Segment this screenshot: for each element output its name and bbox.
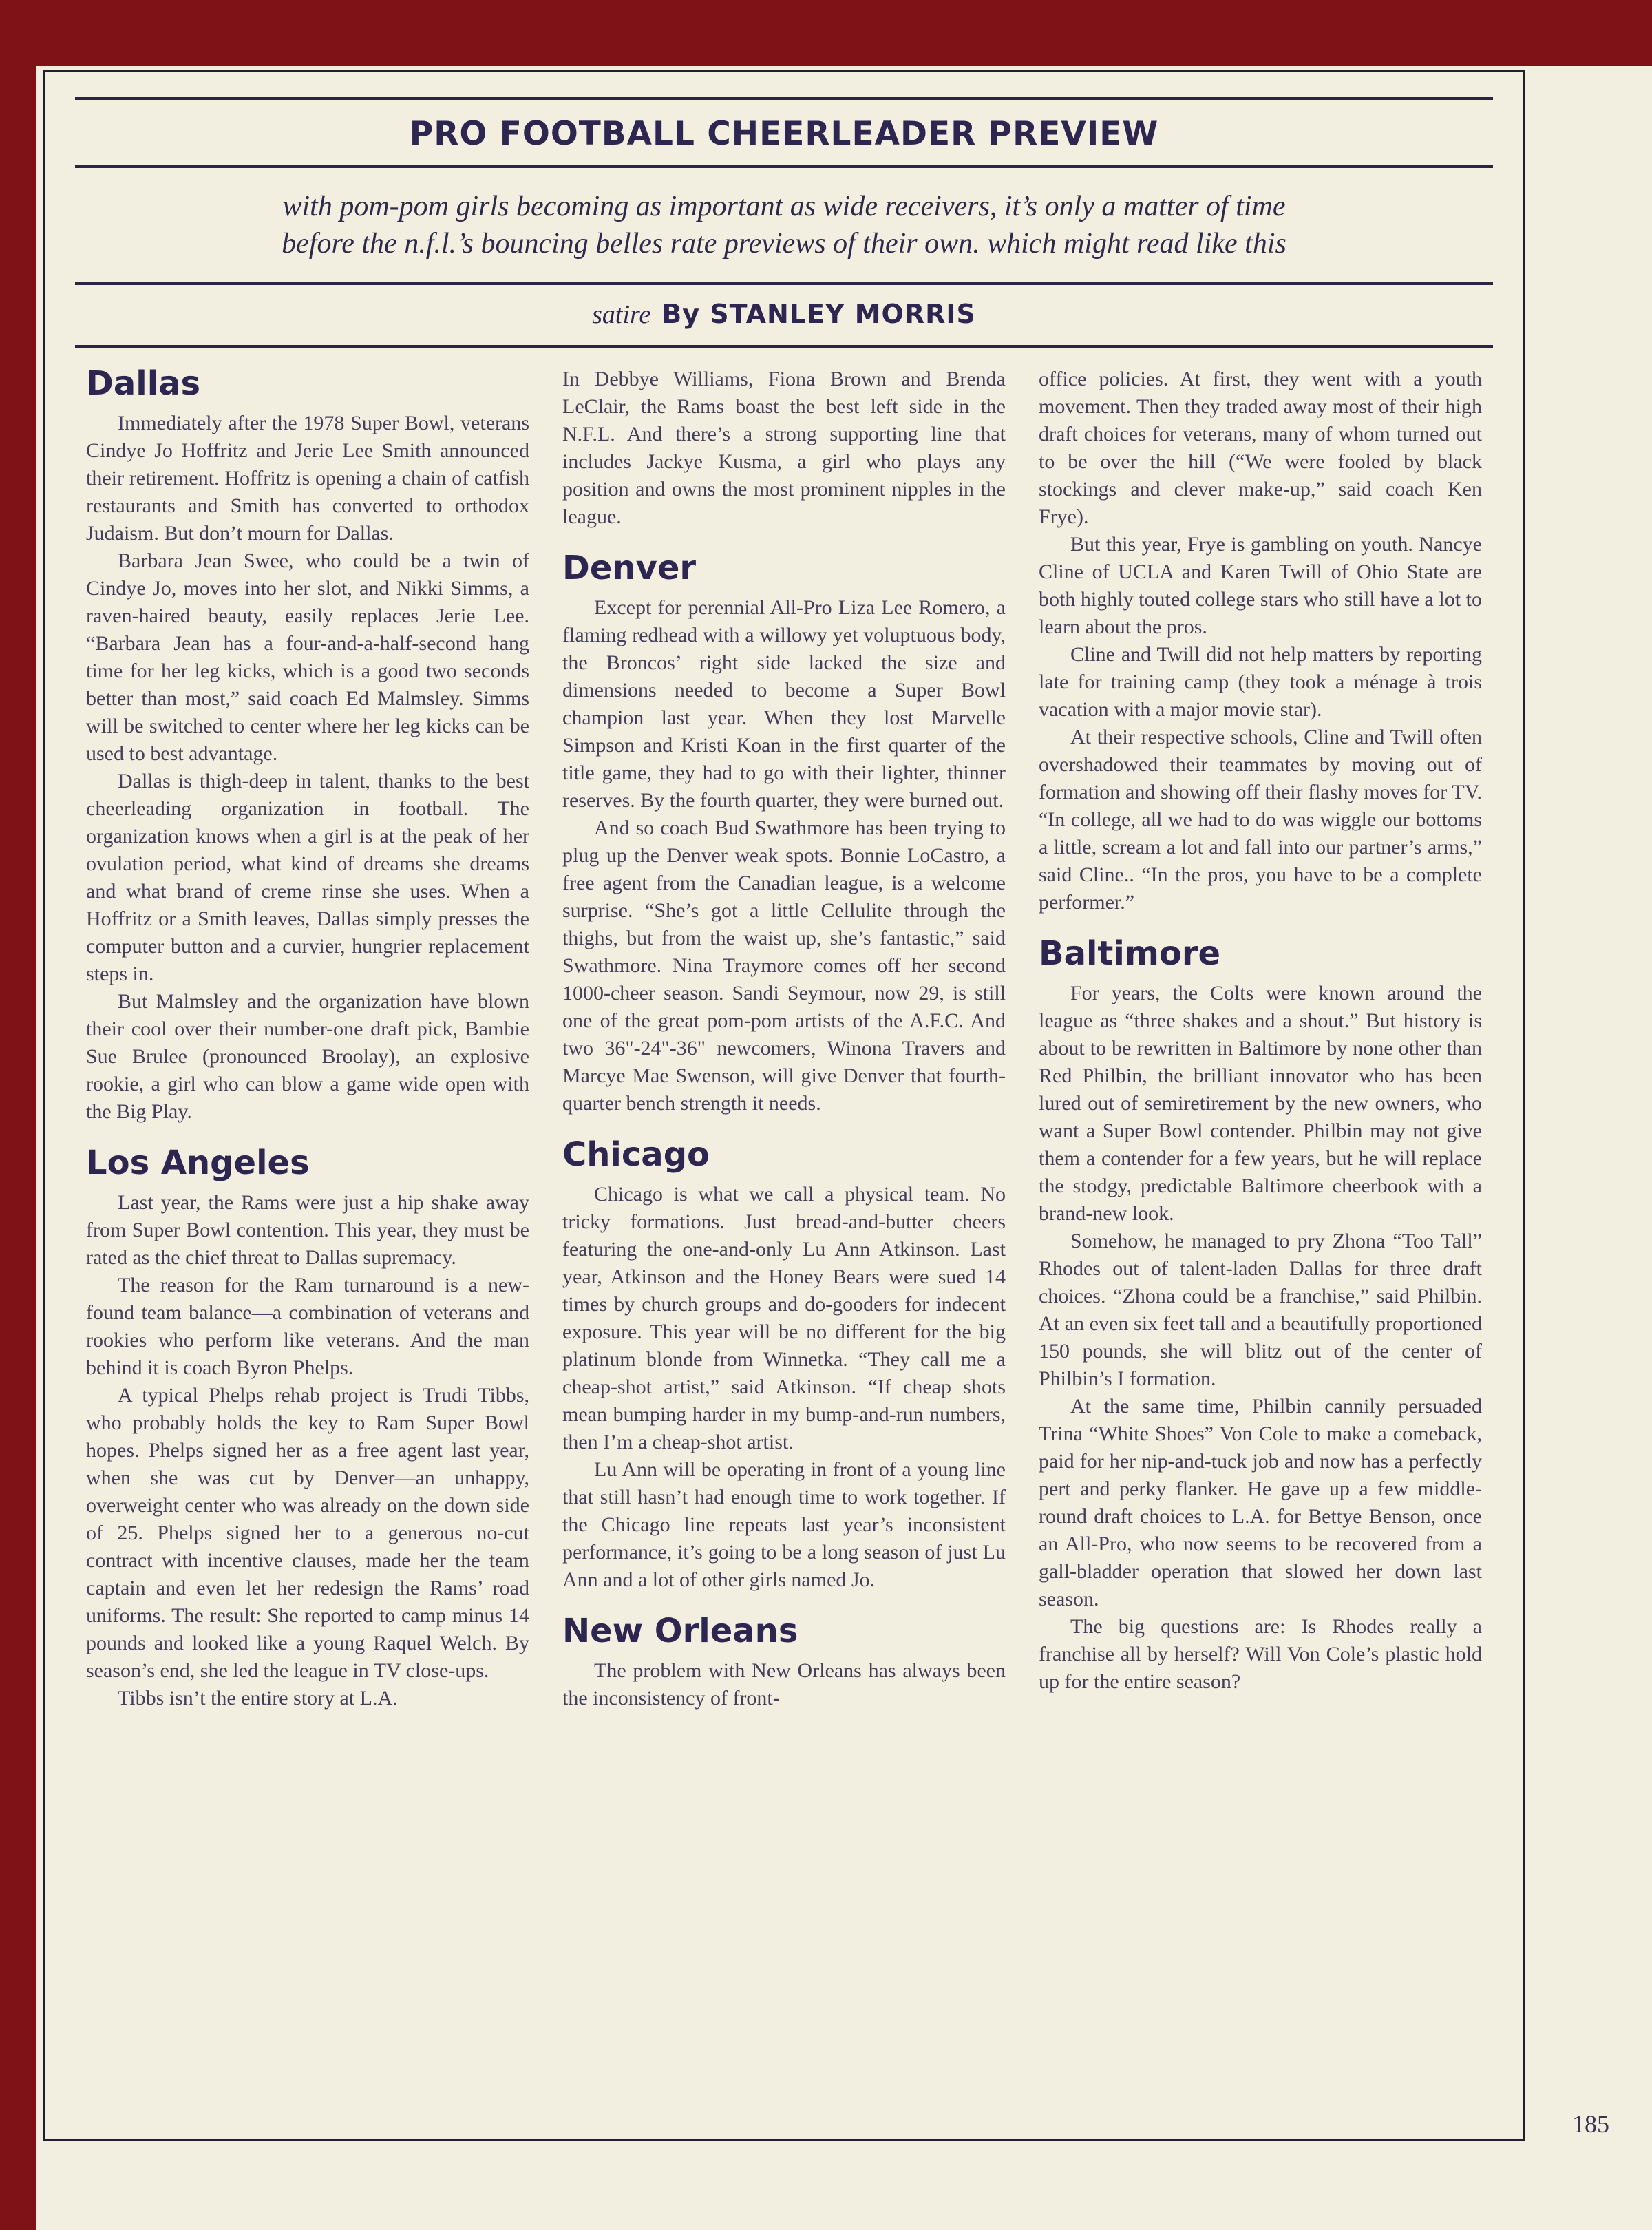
- body-paragraph: Somehow, he managed to pry Zhona “Too Tall” Rhodes out of talent-laden Dallas for three draft choices. “Zhona could be a franchise,” said Philbin. At an even six feet tall and a beautifully proportioned 150 pounds, she will blitz out of the center of Philbin’s I formation.: [1039, 1229, 1482, 1390]
- body-paragraph: Chicago is what we call a physical team. No tricky formations. Just bread-and-butter cheers featuring the one-and-only Lu Ann Atkinson. Last year, Atkinson and the Honey Bears were sued 14 times by church groups and do-gooders for indecent exposure. This year will be no different for the big platinum blonde from Winnetka. “They call me a cheap-shot artist,” said Atkinson. “If cheap shots mean bumping harder in my bump-and-run numbers, then I’m a cheap-shot artist.: [562, 1182, 1006, 1453]
- page-border-frame: [43, 70, 1525, 2141]
- body-paragraph: office policies. At first, they went with a youth movement. Then they traded away most of their high draft choices for veterans, many of whom turned out to be over the hill (“We were fooled by black stockings and clever make-up,” said coach Ken Frye).: [1039, 367, 1482, 528]
- body-paragraph: Last year, the Rams were just a hip shake away from Super Bowl contention. This year, they must be rated as the chief threat to Dallas supremacy.: [86, 1190, 529, 1269]
- body-paragraph: Cline and Twill did not help matters by reporting late for training camp (they took a ménage à trois vacation with a major movie star).: [1039, 642, 1482, 721]
- article-body-columns: [45, 348, 1523, 1712]
- section-heading: New Orleans: [562, 1611, 798, 1650]
- body-paragraph: At their respective schools, Cline and Twill often overshadowed their teammates by moving out of formation and showing off their flashy moves for TV. “In college, all we had to do was wiggle our bottoms a little, scream a lot and fall into our partner’s arms,” said Cline.. “In the pros, you have to be a complete performer.”: [1039, 725, 1482, 914]
- divider-rule-under-subtitle: [75, 282, 1493, 285]
- body-paragraph: The big questions are: Is Rhodes really a franchise all by herself? Will Von Cole’s plastic hold up for the entire season?: [1039, 1614, 1482, 1693]
- body-paragraph: A typical Phelps rehab project is Trudi Tibbs, who probably holds the key to Ram Super Bowl hopes. Phelps signed her as a free agent last year, when she was cut by Denver—an unhappy, overweight center who was already on the down side of 25. Phelps signed her to a generous no-cut contract with incentive clauses, made her the team captain and even let her redesign the Rams’ road uniforms. The result: She reported to camp minus 14 pounds and looked like a young Raquel Welch. By season’s end, she led the league in TV close-ups.: [86, 1383, 529, 1682]
- body-paragraph: Barbara Jean Swee, who could be a twin of Cindye Jo, moves into her slot, and Nikki Simms, a raven-haired beauty, easily replaces Jerie Lee. “Barbara Jean has a four-and-a-half-second hang time for her leg kicks, which is a good two seconds better than most,” said coach Ed Malmsley. Simms will be switched to center where her leg kicks can be used to best advantage.: [86, 549, 529, 765]
- divider-rule-under-title: [75, 165, 1493, 168]
- section-heading: Denver: [562, 548, 697, 587]
- subtitle-line-2: before the n.f.l.’s bouncing belles rate previews of their own. which might read like this: [282, 227, 1286, 260]
- backdrop-left-strip: [0, 0, 36, 2230]
- body-paragraph: At the same time, Philbin cannily persuaded Trina “White Shoes” Von Cole to make a comeback, paid for her nip-and-tuck job and now has a perfectly pert and perky flanker. He gave up a few middle-round draft choices to L.A. for Bettye Benson, once an All-Pro, who now seems to be recovered from a gall-bladder operation that slowed her down last season.: [1039, 1394, 1482, 1610]
- section-heading: Chicago: [562, 1135, 710, 1174]
- subtitle-line-1: with pom-pom girls becoming as important as wide receivers, it’s only a matter of time: [282, 191, 1286, 222]
- article-subtitle: [75, 189, 1493, 263]
- text-column-2: [562, 366, 1006, 1712]
- divider-rule-top: [75, 97, 1493, 100]
- text-column-3: [1039, 366, 1482, 1712]
- body-paragraph: For years, the Colts were known around the league as “three shakes and a shout.” But history is about to be rewritten in Baltimore by none other than Red Philbin, the brilliant innovator who has been lured out of semiretirement by the new owners, who want a Super Bowl contender. Philbin may not give them a contender for a few years, but he will replace the stodgy, predictable Baltimore cheerbook with a brand-new look.: [1039, 981, 1482, 1225]
- body-paragraph: The reason for the Ram turnaround is a new-found team balance—a combination of veterans and rookies who perform like veterans. And the man behind it is coach Byron Phelps.: [86, 1273, 529, 1379]
- body-paragraph: Immediately after the 1978 Super Bowl, veterans Cindye Jo Hoffritz and Jerie Lee Smith announced their retirement. Hoffritz is opening a chain of catfish restaurants and Smith has converted to orthodox Judaism. But don’t mourn for Dallas.: [86, 411, 529, 545]
- article-title: PRO FOOTBALL CHEERLEADER PREVIEW: [409, 115, 1159, 153]
- section-heading: Los Angeles: [86, 1143, 310, 1182]
- body-paragraph: But Malmsley and the organization have blown their cool over their number-one draft pick, Bambie Sue Brulee (pronounced Broolay), an explosive rookie, a girl who can blow a game wide open with the Big Play.: [86, 989, 529, 1123]
- body-paragraph: But this year, Frye is gambling on youth. Nancye Cline of UCLA and Karen Twill of Ohio State are both highly touted college stars who still have a lot to learn about the pros.: [1039, 532, 1482, 638]
- body-paragraph: Dallas is thigh-deep in talent, thanks to the best cheerleading organization in football. The organization knows when a girl is at the peak of her ovulation period, what kind of dreams she dreams and what brand of creme rinse she uses. When a Hoffritz or a Smith leaves, Dallas simply presses the computer button and a curvier, hungrier replacement steps in.: [86, 769, 529, 985]
- body-paragraph: The problem with New Orleans has always been the inconsistency of front-: [562, 1659, 1006, 1710]
- byline-author: By STANLEY MORRIS: [661, 298, 976, 329]
- section-heading: Dallas: [86, 364, 201, 403]
- page-number: 185: [1572, 2110, 1609, 2138]
- body-paragraph: And so coach Bud Swathmore has been trying to plug up the Denver weak spots. Bonnie LoCastro, a free agent from the Canadian league, is a welcome surprise. “She’s got a little Cellulite through the thighs, but from the waist up, she’s fantastic,” said Swathmore. Nina Traymore comes off her second 1000-cheer season. Sandi Seymour, now 29, is still one of the great pom-pom artists of the A.F.C. And two 36"-24"-36" newcomers, Winona Travers and Marcye Mae Swenson, will give Denver that fourth-quarter bench strength it needs.: [562, 816, 1006, 1115]
- section-heading: Baltimore: [1039, 934, 1221, 973]
- text-column-1: [86, 366, 529, 1712]
- body-paragraph: Lu Ann will be operating in front of a young line that still hasn’t had enough time to work together. If the Chicago line repeats last year’s inconsistent performance, it’s going to be a long season of just Lu Ann and a lot of other girls named Jo.: [562, 1458, 1006, 1591]
- body-paragraph: Except for perennial All-Pro Liza Lee Romero, a flaming redhead with a willowy yet voluptuous body, the Broncos’ right side lacked the size and dimensions needed to become a Super Bowl champion last year. When they lost Marvelle Simpson and Kristi Koan in the first quarter of the title game, they had to go with their lighter, thinner reserves. By the fourth quarter, they were burned out.: [562, 596, 1006, 812]
- body-paragraph: Tibbs isn’t the entire story at L.A.: [118, 1686, 398, 1710]
- body-paragraph: In Debbye Williams, Fiona Brown and Brenda LeClair, the Rams boast the best left side in the N.F.L. And there’s a strong supporting line that includes Jackye Kusma, a girl who plays any position and owns the most prominent nipples in the league.: [562, 367, 1006, 528]
- byline: [75, 299, 1493, 330]
- byline-genre-label: satire: [592, 299, 651, 329]
- backdrop-top-strip: [0, 0, 1652, 66]
